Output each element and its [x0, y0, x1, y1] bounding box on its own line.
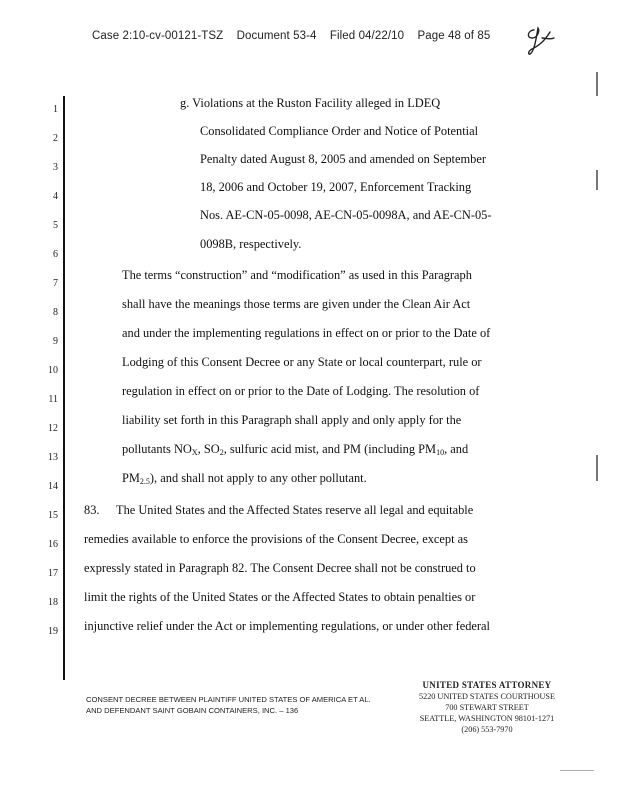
pollutant-text: PM: [122, 471, 140, 485]
body-line-17: expressly stated in Paragraph 82. The Consent Decree shall not be construed to: [84, 561, 476, 575]
subscript: 2: [219, 448, 224, 457]
line-number: 14: [48, 481, 58, 492]
body-line-7: The terms “construction” and “modification” as used in this Paragraph: [122, 268, 472, 282]
footer-caption: [86, 694, 371, 716]
body-line-4: 18, 2006 and October 19, 2007, Enforcement Tracking: [200, 180, 472, 194]
line-number: 7: [53, 278, 58, 289]
attorney-address-block: [412, 680, 562, 735]
body-line-9: and under the implementing regulations in effect on or prior to the Date of: [122, 326, 491, 340]
pollutant-text: ), and shall not apply to any other pollutant.: [149, 471, 367, 485]
filed-date: Filed 04/22/10: [329, 30, 405, 42]
footer-caption-line: AND DEFENDANT SAINT GOBAIN CONTAINERS, INC. – 136: [86, 706, 299, 715]
line-number: 16: [48, 539, 58, 550]
body-line-11: regulation in effect on or prior to the Date of Lodging. The resolution of: [122, 384, 480, 398]
case-number: Case 2:10-cv-00121-TSZ: [92, 30, 224, 42]
case-header: [92, 30, 500, 42]
line-number: 9: [53, 336, 58, 347]
pollutant-text: pollutants NO: [122, 442, 192, 456]
phone-number: (206) 553-7970: [461, 725, 513, 734]
scan-artifact: [596, 455, 598, 481]
body-line-3: Penalty dated August 8, 2005 and amended on September: [200, 152, 486, 166]
line-number: 15: [48, 510, 58, 521]
body-line-15: The United States and the Affected States reserve all legal and equitable: [116, 503, 474, 517]
body-line-6: 0098B, respectively.: [200, 237, 302, 251]
line-number: 1: [53, 104, 58, 115]
page-indicator: Page 48 of 85: [417, 30, 491, 42]
pollutant-text: , SO: [197, 442, 220, 456]
body-line-1: g. Violations at the Ruston Facility alleged in LDEQ: [180, 96, 441, 110]
line-number: 12: [48, 423, 58, 434]
line-number: 10: [48, 365, 58, 376]
body-line-5: Nos. AE-CN-05-0098, AE-CN-05-0098A, and AE-CN-05-: [200, 208, 492, 222]
scan-artifact: [560, 770, 594, 771]
line-number: 3: [53, 162, 58, 173]
paragraph-number: 83.: [84, 503, 100, 517]
pollutant-text: , and: [444, 442, 469, 456]
attorney-title: UNITED STATES ATTORNEY: [422, 680, 552, 690]
line-number: 13: [48, 452, 58, 463]
line-number: 18: [48, 597, 58, 608]
line-number: 5: [53, 220, 58, 231]
line-number: 11: [48, 394, 58, 405]
line-number: 6: [53, 249, 58, 260]
body-line-10: Lodging of this Consent Decree or any State or local counterpart, rule or: [122, 355, 482, 369]
pollutant-text: , sulfuric acid mist, and PM (including PM: [223, 442, 437, 456]
body-line-2: Consolidated Compliance Order and Notice of Potential: [200, 124, 479, 138]
footer-caption-line: CONSENT DECREE BETWEEN PLAINTIFF UNITED STATES OF AMERICA ET AL.: [86, 695, 371, 704]
scan-artifact: [596, 72, 598, 96]
address-line: 700 STEWART STREET: [445, 703, 529, 712]
left-margin-rule: [63, 96, 65, 680]
line-number: 2: [53, 133, 58, 144]
body-line-16: remedies available to enforce the provisions of the Consent Decree, except as: [84, 532, 468, 546]
subscript: 2.5: [139, 477, 150, 486]
body-line-14: [122, 471, 367, 486]
address-line: SEATTLE, WASHINGTON 98101-1271: [419, 714, 555, 723]
line-number: 8: [53, 307, 58, 318]
scan-artifact: [596, 170, 598, 190]
body-line-13: [122, 442, 468, 457]
line-number: 19: [48, 626, 58, 637]
address-line: 5220 UNITED STATES COURTHOUSE: [419, 692, 555, 701]
body-line-12: liability set forth in this Paragraph shall apply and only apply for the: [122, 413, 462, 427]
line-number: 4: [53, 191, 58, 202]
subscript: X: [191, 448, 198, 457]
subscript: 10: [436, 448, 445, 457]
line-number: 17: [48, 568, 58, 579]
document-number: Document 53-4: [236, 30, 317, 42]
body-line-18: limit the rights of the United States or the Affected States to obtain penalties or: [84, 590, 476, 604]
handwritten-initials-mark: [520, 18, 560, 58]
body-line-19: injunctive relief under the Act or implementing regulations, or under other federal: [84, 619, 490, 633]
body-line-8: shall have the meanings those terms are given under the Clean Air Act: [122, 297, 471, 311]
